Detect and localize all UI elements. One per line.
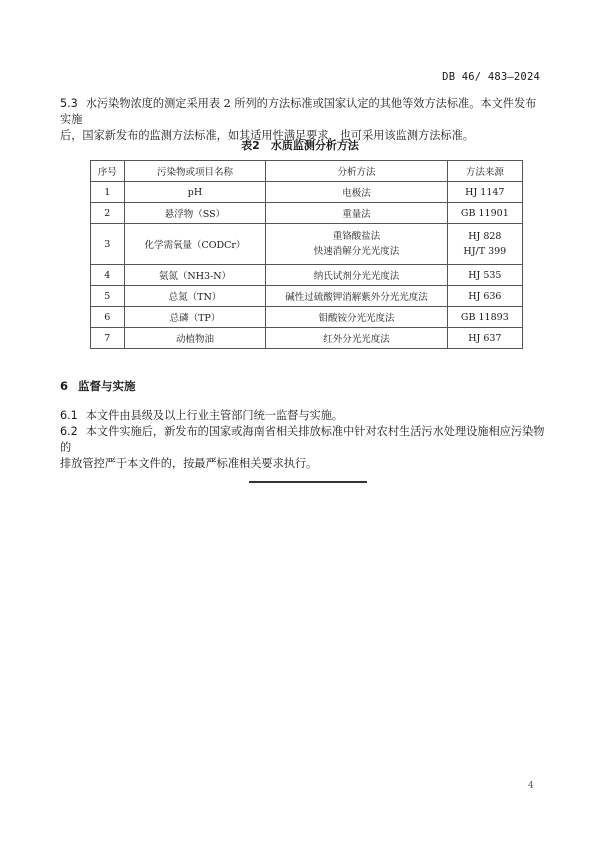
cell-source: HJ 1147 [447,182,522,203]
clause-text-line1: 水污染物浓度的测定采用表 2 所列的方法标准或国家认定的其他等效方法标准。本文件发布实施 [60,97,537,126]
clause-number: 6.2 [60,425,78,438]
cell-item: 总磷（TP） [124,307,266,328]
clause-6-2 [60,424,545,472]
end-rule [249,481,367,483]
cell-no: 6 [91,307,125,328]
section-number: 6 [60,379,69,393]
clause-number: 6.1 [60,409,78,422]
section-title: 监督与实施 [78,379,136,393]
cell-no: 7 [91,328,125,349]
page-number: 4 [528,781,534,791]
clause-number: 5.3 [60,97,78,110]
cell-method: 重量法 [266,203,447,224]
method-line: 重铬酸盐法 [332,231,381,242]
table-row [91,328,523,349]
table-row [91,182,523,203]
cell-no: 2 [91,203,125,224]
cell-no: 1 [91,182,125,203]
cell-method [266,224,447,265]
source-line: HJ/T 399 [463,246,507,257]
table-row [91,286,523,307]
header-no: 序号 [91,161,125,182]
clause-text-line2: 排放管控严于本文件的，按最严标准相关要求执行。 [60,457,318,470]
document-code: DB 46/ 483—2024 [442,71,540,83]
cell-item: 悬浮物（SS） [124,203,266,224]
table-caption: 表2 水质监测分析方法 [241,139,359,152]
monitoring-methods-table [90,160,523,349]
cell-no: 4 [91,265,125,286]
cell-no: 5 [91,286,125,307]
table-row [91,224,523,265]
clause-text-line1: 本文件实施后，新发布的国家或海南省相关排放标准中针对农村生活污水处理设施相应污染物的 [60,425,545,454]
clause-text: 本文件由县级及以上行业主管部门统一监督与实施。 [85,409,344,422]
cell-item: 总氮（TN） [124,286,266,307]
cell-item: 化学需氧量（CODCr） [124,224,266,265]
cell-source: HJ 636 [447,286,522,307]
clause-text-line2: 后，国家新发布的监测方法标准，如其适用性满足要求，也可采用该监测方法标准。 [60,129,474,142]
cell-method: 钼酸铵分光光度法 [266,307,447,328]
cell-method: 电极法 [266,182,447,203]
clause-6-1 [60,408,545,424]
table-row [91,307,523,328]
method-line: 快速消解分光光度法 [313,246,400,257]
source-line: HJ 828 [468,231,502,242]
table-row [91,265,523,286]
cell-source: GB 11901 [447,203,522,224]
header-method: 分析方法 [266,161,447,182]
section-heading [60,378,136,394]
cell-item: 动植物油 [124,328,266,349]
table-row [91,203,523,224]
cell-no: 3 [91,224,125,265]
cell-source [447,224,522,265]
cell-source: HJ 535 [447,265,522,286]
cell-item: pH [124,182,266,203]
cell-method: 红外分光光度法 [266,328,447,349]
cell-method: 纳氏试剂分光光度法 [266,265,447,286]
header-item: 污染物或项目名称 [124,161,266,182]
table-header-row [91,161,523,182]
header-source: 方法来源 [447,161,522,182]
cell-item: 氨氮（NH3-N） [124,265,266,286]
cell-method: 碱性过硫酸钾消解紫外分光光度法 [266,286,447,307]
cell-source: GB 11893 [447,307,522,328]
cell-source: HJ 637 [447,328,522,349]
